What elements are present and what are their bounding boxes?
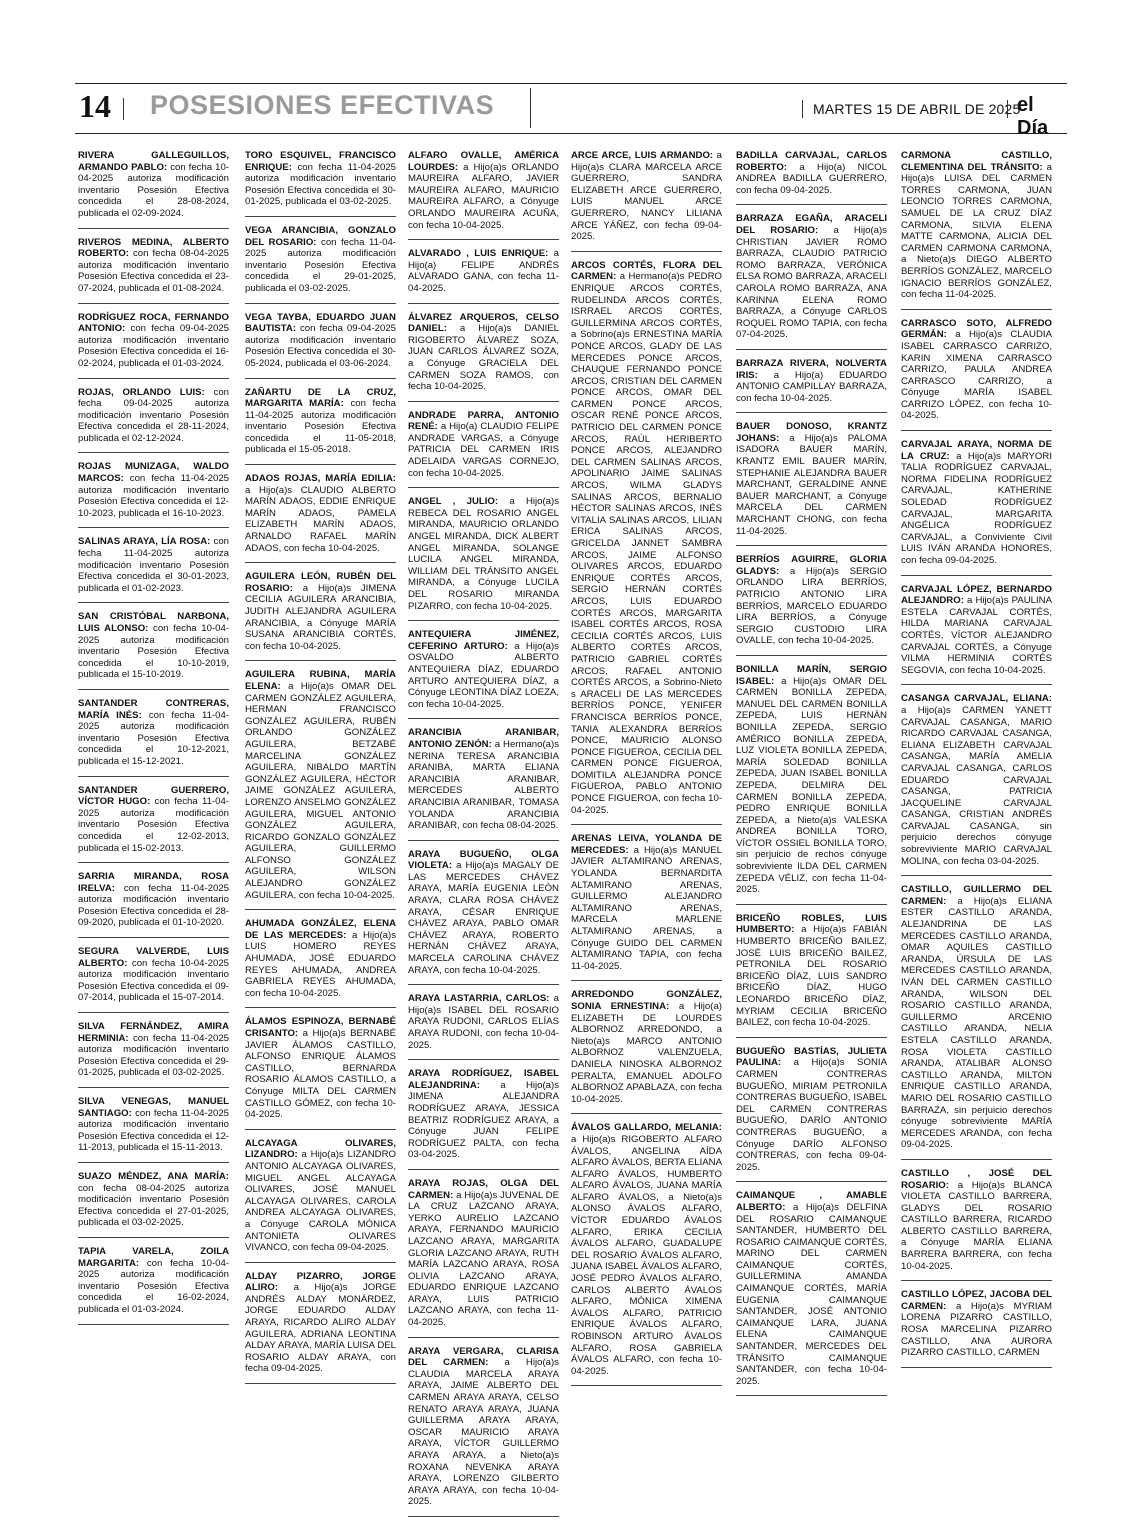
notice-entry [408,248,559,303]
page-header [75,88,1067,139]
notice-entry [408,410,559,489]
notice-text: con fecha 08-04-2025 autoriza modificación inventario Posesión Efectiva concedida el 23-07-2024, publicada el 01-08-2024. [78,248,229,294]
section-title: POSESIONES EFECTIVAS [150,90,495,120]
deceased-name: CAIMANQUE , AMABLE ALBERTO: [736,1190,887,1213]
notice-entry [408,629,559,719]
column-5 [736,150,887,1520]
notice-entry [408,150,559,240]
notice-text: a Hijo(a)s OMAR DEL CARMEN BONILLA ZEPEDA, MANUEL DEL CARMEN BONILLA ZEPEDA, LUIS HERNÁN BONILLA ZEPEDA, SERGIO AMÉRICO BONILLA ZEPEDA, LUZ VIOLETA BONILLA ZEPEDA, MARÍA SOLEDAD BONILLA ZEPEDA, JUAN ISABEL BONILLA ZEPEDA, DELMIRA DEL CARMEN BONILLA ZEPEDA, PEDRO ENRIQUE BONILLA ZEPEDA, a Nieto(a)s VALESKA ANDREA BONILLA TORO, VÍCTOR OSSIEL BONILLA TORO, sin perjuicio de rechos cónyuge sobreviviente ILDA DEL CARMEN ZEPEDA VÉLIZ, con fecha 11-04-2025. [736,675,887,896]
notice-entry [245,918,396,1008]
deceased-name: CASANGA CARVAJAL, ELIANA: [901,693,1052,705]
notice-text: con fecha 11-04-2025 autoriza modificación inventario Posesión Efectiva concedida el 30-01-2025, publicada el 03-02-2025. [245,161,396,208]
notice-entry [408,993,559,1060]
notice-text: con fecha 10-04-2025 autoriza modificación inventario Posesión Efectiva concedida el 09-07-2014, publicada el 15-07-2014. [78,957,229,1004]
notice-text: a Hijo(a)s CLAUDIA ISABEL CARRASCO CARRIZO, KARIN XIMENA CARRASCO CARRIZO, PAULA ANDREA CARRASCO CARRIZO, a Cónyuge MARÍA ISABEL CARRIZO LÓPEZ, con fecha 10-04-2025. [901,329,1052,422]
deceased-name: ALDAY PIZARRO, JORGE ALIRO: [245,1270,396,1294]
deceased-name: ALCAYAGA OLIVARES, LIZANDRO: [245,1137,396,1161]
deceased-name: ARAYA ROJAS, OLGA DEL CARMEN: [408,1177,559,1201]
notice-entry [408,496,559,621]
notice-entry [901,884,1052,1160]
deceased-name: ROJAS MUNIZAGA, WALDO MARCOS: [78,461,229,485]
notice-entry [245,1016,396,1129]
notice-entry [408,727,559,840]
notice-text: con fecha 09-04-2025 autoriza modificación inventario Posesión Efectiva concedida el 28-11-2024, publicada el 02-12-2024. [78,386,229,444]
deceased-name: BAUER DONOSO, KRANTZ JOHANS: [736,421,887,444]
notice-text: a Hijo(a)s DELFINA DEL ROSARIO CAIMANQUE SANTANDER, HUMBERTO DEL ROSARIO CAIMANQUE CORTÉS, MARINO DEL CARMEN CAIMANQUE CORTÉS, GUILLERMINA AMANDA CAIMANQUE CORTÉS, MARÍA EUGENIA CAIMANQUE SANTANDER, JOSÉ ANTONIO CAIMANQUE LARA, JUANA ELENA CAIMANQUE SANTANDER, MERCEDES DEL TRÁNSITO CAIMANQUE SANTANDER, con fecha 10-04-2025. [736,1201,887,1387]
deceased-name: SUAZO MÉNDEZ, ANA MARÍA: [78,1170,229,1182]
deceased-name: CARRASCO SOTO, ALFREDO GERMÁN: [901,317,1052,341]
notice-entry [901,1168,1052,1281]
notice-entry [736,664,887,905]
notice-entry [245,150,396,217]
notice-text: con fecha 09-04-2025 autoriza modificación inventario Posesión Efectiva concedida el 16-02-2024, publicada el 01-03-2024. [78,323,229,369]
notice-text: con fecha 10-04-2025 autoriza modificación inventario Posesión Efectiva concedida el 28-08-2024, publicada el 02-09-2024. [78,161,229,219]
notice-text: con fecha 11-04-2025 autoriza modificación inventario Posesión Efectiva concedida el 30-01-2023, publicada el 01-02-2023. [78,536,229,594]
notice-text: a Hijo(a)s JIMENA ALEJANDRA RODRÍGUEZ ARAYA, JESSICA BEATRIZ RODRÍGUEZ ARAYA, a Cónyuge JUAN FELIPE RODRÍGUEZ PALTA, con fecha 03-04-2025. [408,1079,559,1161]
deceased-name: SILVA FERNÁNDEZ, AMIRA HERMINIA: [78,1021,229,1044]
notice-text: con fecha 11-04-2025 autoriza modificación inventario Posesión Efectiva concedida el 12-10-2023, publicada el 16-10-2023. [78,473,229,519]
notice-text: a Hijo(a) CLAUDIO FELIPE ANDRADE VARGAS, a Cónyuge PATRICIA DEL CARMEN IRIS ADELAIDA VARGAS CORNEJO, con fecha 10-04-2025. [408,421,559,479]
notice-entry [408,1068,559,1170]
deceased-name: SEGURA VALVERDE, LUIS ALBERTO: [78,946,229,969]
notice-entry [571,150,722,252]
deceased-name: ANDRADE PARRA, ANTONIO RENÉ: [408,409,559,433]
notice-text: a Hijo(a) ELIZABETH DE LOURDES ALBORNOZ ARREDONDO, a Nieto(a)s MARCO ANTONIO ALBORNOZ VALENZUELA, DANIELA NINOSKA ALBORNOZ PERALTA, EMANUEL ADOLFO ALBORNOZ APABLAZA, con fecha 10-04-2025. [571,1000,722,1105]
notice-entry [901,439,1052,576]
notice-entry [245,225,396,304]
deceased-name: ARAYA VERGARA, CLARISA DEL CARMEN: [408,1345,559,1369]
deceased-name: ZAÑARTU DE LA CRUZ, MARGARITA MARÍA: [245,386,396,410]
notice-entry [78,461,229,528]
notice-text: a Hijo(a)s ELIANA ESTER CASTILLO ARANDA, ALEJANDRINA DE LAS MERCEDES CASTILLO ARANDA, OMAR AQUILES CASTILLO ARANDA, ÚRSULA DE LAS MERCEDES CASTILLO ARANDA, IVÁN DEL CARMEN CASTILLO ARANDA, WILSON DEL ROSARIO CASTILLO ARANDA, GUILLERMO ARCENIO CASTILLO ARANDA, NELIA ESTELA CASTILLO ARANDA, ROSA VIOLETA CASTILLO ARANDA, ATALIBAR ALONSO CASTILLO ARANDA, MILTON ENRIQUE CASTILLO ARANDA, MARIO DEL ROSARIO CASTILLO BARRAZA, sin perjuicio derechos cónyuge sobreviviente MARÍA MERCEDES ARANDA, con fecha 09-04-2025. [901,895,1052,1151]
column-6 [901,150,1052,1520]
column-3 [408,150,559,1520]
deceased-name: ARAYA LASTARRIA, CARLOS: [408,993,550,1005]
notice-text: a Hijo(a)s OMAR DEL CARMEN GONZÁLEZ AGUILERA, HERMAN FRANCISCO GONZÁLEZ AGUILERA, RUBÉN ORLANDO GONZÁLEZ AGUILERA, BETZABÉ MARCELINA GONZÁLEZ AGUILERA, NIBALDO MARTÍN GONZÁLEZ AGUILERA, HÉCTOR JAIME GONZÁLEZ AGUILERA, LORENZO ANSELMO GONZÁLEZ AGUILERA, MIGUEL ANTONIO GONZÁLEZ AGUILERA, RICARDO GONZALO GONZÁLEZ AGUILERA, GUILLERMO ALFONSO GONZÁLEZ AGUILERA, WILSON ALEJANDRO GONZÁLEZ AGUILERA, con fecha 10-04-2025. [245,680,396,901]
notice-entry [571,833,722,981]
deceased-name: BERRÍOS AGUIRRE, GLORIA GLADYS: [736,554,887,577]
notice-text: a Hijo(a)s SERGIO ORLANDO LIRA BERRÍOS, PATRICIO ANTONIO LIRA BERRÍOS, MARCELO EDUARDO LIRA BERRÍOS, a Cónyuge SERGIO CUSTODIO LIRA OVALLE, con fecha 10-04-2025. [736,565,887,647]
deceased-name: RIVERA GALLEGUILLOS, ARMANDO PABLO: [78,150,229,173]
notice-text: a Hijo(a)s PAULINA ESTELA CARVAJAL CORTÉS, HILDA MARIANA CARVAJAL CORTÉS, VÍCTOR ALEJANDRO CARVAJAL CORTÉS, a Cónyuge VILMA HERMINIA CORTÉS SEGOVIA, con fecha 10-04-2025. [901,595,1052,676]
column-4 [571,150,722,1520]
deceased-name: ARANCIBIA ARANIBAR, ANTONIO ZENÓN: [408,727,559,750]
deceased-name: BONILLA MARÍN, SERGIO ISABEL: [736,663,887,687]
notice-text: a Hijo(a)s ISABEL DEL ROSARIO ARAYA RUDONI, CARLOS ELÍAS ARAYA RUDONI, con fecha 10-04-2025. [408,993,559,1051]
deceased-name: AHUMADA GONZÁLEZ, ELENA DE LAS MERCEDES: [245,918,396,941]
notice-text: con fecha 11-04-2025 autoriza modificación inventario Posesión Efectiva concedida el 12-02-2013, publicada el 15-02-2013. [78,796,229,854]
notice-entry [736,1046,887,1183]
notice-entry [245,669,396,910]
deceased-name: ALVARADO , LUIS ENRIQUE: [408,248,549,260]
deceased-name: ARCE ARCE, LUIS ARMANDO: [571,150,714,161]
notice-text: a Hijo(a)s JORGE ANDRÉS ALDAY MONÁRDEZ, JORGE EDUARDO ALDAY ARAYA, RICARDO ALIRO ALDAY AGUILERA, ADRIANA LEONTINA ALDAY ARAYA, MARÍA LUISA DEL ROSARIO ALDAY ARAYA, con fecha 09-04-2025. [245,1282,396,1375]
notice-entry [901,150,1052,310]
notice-entry [408,312,559,402]
notice-text: a Hijo(a)s CLAUDIA MARCELA ARAYA ARAYA, JAIME ALBERTO DEL CARMEN ARAYA ARAYA, CELSO RENATO ARAYA ARAYA, JUANA GUILLERMA ARAYA ARAYA, OSCAR MAURICIO ARAYA ARAYA, VÍCTOR GUILLERMO ARAYA ARAYA, a Nieto(a)s ROXANA NEVENKA ARAYA ARAYA, LORENZO GILBERTO ARAYA ARAYA, con fecha 10-04-2025. [408,1357,559,1508]
deceased-name: ARAYA BUGUEÑO, OLGA VIOLETA: [408,848,559,872]
notice-text: a Hijo(a)s ORLANDO MAUREIRA ALFARO, JAVIER MAUREIRA ALFARO, MAURICIO MAUREIRA ALFARO, a Cónyuge ORLANDO MAUREIRA ACUÑA, con fecha 10-04-2025. [408,161,559,231]
notice-entry [736,421,887,546]
deceased-name: BRICEÑO ROBLES, LUIS HUMBERTO: [736,912,887,936]
notice-entry [245,387,396,466]
deceased-name: ROJAS, ORLANDO LUIS: [78,386,205,398]
notice-text: a Hermano(a)s NERINA TERESA ARANCIBIA ARANIBA, MARTA ELIANA ARANCIBIA ARANIBAR, MERCEDES ALBERTO ARANCIBIA ARANIBAR, TOMASA YOLANDA ARANCIBIA ARANIBAR, con fecha 08-04-2025. [408,738,559,832]
deceased-name: SARRIA MIRANDA, ROSA IRELVA: [78,871,229,894]
deceased-name: RIVEROS MEDINA, ALBERTO ROBERTO: [78,236,229,260]
notice-text: con fecha 11-04-2025 autoriza modificación inventario Posesión Efectiva concedida el 28-09-2020, publicada el 01-10-2020. [78,882,229,929]
deceased-name: ÁLAMOS ESPINOZA, BERNABÉ CRISANTO: [245,1016,396,1039]
deceased-name: TAPIA VARELA, ZOILA MARGARITA: [78,1245,229,1269]
notice-text: a Hijo(a)s LUISA DEL CARMEN TORRES CARMONA, JUAN LEONCIO TORRES CARMONA, SAMUEL DE LA CRUZ DÍAZ CARMONA, SILVIA ELENA MATTE CARMONA, ALICIA DEL CARMEN CARMONA CARMONA, a Nieto(a)s DIEGO ALBERTO BERRÍOS GONZÁLEZ, MARCELO IGNACIO BERRÍOS GONZÁLEZ, con fecha 11-04-2025. [901,161,1052,301]
deceased-name: TORO ESQUIVEL, FRANCISCO ENRIQUE: [245,150,396,173]
notice-text: a Hijo(a)s SONIA CARMEN CONTRERAS BUGUEÑO, MIRIAM PETRONILA CONTRERAS BUGUEÑO, ISABEL DEL CARMEN CONTRERAS BUGUEÑO, DARÍO ANTONIO CONTRERAS BUGUEÑO, a Cónyuge DARÍO ALFONSO CONTRERAS, con fecha 09-04-2025. [736,1057,887,1173]
notice-text: a Hijo(a)s OSVALDO ALBERTO ANTEQUIERA DÍAZ, EDUARDO ARTURO ANTEQUIERA DÍAZ, a Cónyuge LEONTINA DÍAZ LOEZA, con fecha 10-04-2025. [408,640,559,710]
notice-text: a Hijo(a)s FABIÁN HUMBERTO BRICEÑO BAILEZ, JOSÉ LUIS BRICEÑO BAILEZ, PETRONILA DEL ROSARIO BRICEÑO DÍAZ, LUIS SANDRO BRICEÑO DÍAZ, HUGO LEONARDO BRICEÑO DÍAZ, MYRIAM CECILIA BRICEÑO BAILEZ, con fecha 10-04-2025. [736,924,887,1029]
deceased-name: ÁLVAREZ ARQUEROS, CELSO DANIEL: [408,311,559,335]
deceased-name: ARREDONDO GONZÁLEZ, SONIA ERNESTINA: [571,989,722,1012]
notice-text: a Hijo(a)s MYRIAM LORENA PIZARRO CASTILLO, ROSA MARCELINA PIZARRO CASTILLO, ANA AURORA PIZARRO CASTILLO, CARMEN [901,1300,1052,1359]
deceased-name: SANTANDER GUERRERO, VÍCTOR HUGO: [78,784,229,808]
deceased-name: BADILLA CARVAJAL, CARLOS ROBERTO: [736,150,887,173]
notice-text: con fecha 11-04-2025 autoriza modificación inventario Posesión Efectiva concedida el 10-12-2021, publicada el 15-12-2021. [78,709,229,767]
notice-entry [78,1021,229,1088]
notice-entry [78,536,229,603]
notice-text: con fecha 11-04-2025 autoriza modificación inventario Posesión Efectiva concedida el 29-01-2025, publicada el 03-02-2025. [245,236,396,294]
notice-entry [901,1289,1052,1368]
notice-text: a Hijo(a)s CLARA MARCELA ARCE GUERRERO, SANDRA ELIZABETH ARCE GUERRERO, LUIS MANUEL ARCE GUERRERO, NANCY LILIANA ARCE YÁÑEZ, con fecha 09-04-2025. [571,150,722,243]
deceased-name: SAN CRISTÓBAL NARBONA, LUIS ALONSO: [78,611,229,634]
notice-entry [78,237,229,304]
notice-entry [245,312,396,379]
notice-entry [78,150,229,229]
notice-entry [736,913,887,1038]
notice-entry [901,584,1052,686]
notice-entry [408,1346,559,1517]
column-2 [245,150,396,1520]
deceased-name: ADAOS ROJAS, MARÍA EDILIA: [245,473,396,485]
deceased-name: ARAYA RODRÍGUEZ, ISABEL ALEJANDRINA: [408,1068,559,1091]
notice-entry [78,1171,229,1238]
notice-text: con fecha 10-04-2025 autoriza modificación inventario Posesión Efectiva concedida el 10-10-2019, publicada el 15-10-2019. [78,623,229,681]
notice-text: a Hijo(a)s CHRISTIAN JAVIER ROMO BARRAZA, CLAUDIO PATRICIO ROMO BARRAZA, VERÓNICA ELSA ROMO BARRAZA, ARACELI CAROLA ROMO BARRAZA, ANA KARINNA ELENA ROMO BARRAZA, a Cónyuge CARLOS ROQUEL ROMO TAPIA, con fecha 07-04-2025. [736,224,887,341]
deceased-name: VEGA ARANCIBIA, GONZALO DEL ROSARIO: [245,224,396,248]
notice-text: a Hijo(a)s MANUEL JAVIER ALTAMIRANO ARENAS, YOLANDA BERNARDITA ALTAMIRANO ARENAS, GUILLERMO ALEJANDRO ALTAMIRANO ARENAS, MARCELA MARLENE ALTAMIRANO ARENAS, a Cónyuge GUIDO DEL CARMEN ALTAMIRANO TAPIA, con fecha 11-04-2025. [571,844,722,972]
notice-entry [78,871,229,938]
notice-entry [78,698,229,777]
deceased-name: ALFARO OVALLE, AMÉRICA LOURDES: [408,150,559,173]
notice-text: con fecha 08-04-2025 autoriza modificación inventario Posesión Efectiva concedida el 27-01-2025, publicada el 03-02-2025. [78,1182,229,1229]
notice-entry [571,989,722,1114]
notice-entry [245,571,396,661]
notice-entry [78,387,229,454]
notice-entry [901,693,1052,876]
deceased-name: ARCOS CORTÉS, FLORA DEL CARMEN: [571,259,722,283]
notice-columns [78,150,1068,1520]
notice-text: a Hijo(a)s CARMEN YANETT CARVAJAL CASANGA, MARIO RICARDO CARVAJAL CASANGA, ELIANA ELIZABETH CARVAJAL CASANGA, MARÍA AMELIA CARVAJAL CASANGA, CARLOS EDUARDO CARVAJAL CASANGA, PATRICIA JACQUELINE CARVAJAL CASANGA, CRISTIAN ANDRÉS CARVAJAL CASANGA, sin perjuicio derechos cónyuge sobreviviente MARIO CARVAJAL MOLINA, con fecha 03-04-2025. [901,704,1052,867]
notice-entry [245,1271,396,1384]
notice-text: a Hijo(a)s JIMENA CECILIA AGUILERA ARANCIBIA, JUDITH ALEJANDRA AGUILERA ARANCIBIA, a Cónyuge MARÍA SUSANA ARANCIBIA CORTÉS, con fecha 10-04-2025. [245,582,396,652]
notice-text: a Hijo(a) FELIPE ANDRÉS ALVARADO GANA, con fecha 11-04-2025. [408,248,559,294]
deceased-name: AGUILERA RUBINA, MARÍA ELENA: [245,669,396,692]
deceased-name: ARENAS LEIVA, YOLANDA DE MERCEDES: [571,833,722,856]
notice-entry [78,946,229,1013]
notice-entry [736,554,887,656]
deceased-name: BARRAZA EGAÑA, ARACELI DEL ROSARIO: [736,213,887,236]
header-divider [802,100,803,118]
deceased-name: BUGUEÑO BASTÍAS, JULIETA PAULINA: [736,1045,887,1069]
notice-text: con fecha 11-04-2025 autoriza modificación inventario Posesión Efectiva concedida el 12-11-2013, publicada el 15-11-2013. [78,1107,229,1154]
notice-entry [78,1096,229,1163]
notice-text: a Hijo(a)s REBECA DEL ROSARIO ANGEL MIRANDA, MAURICIO ORLANDO ANGEL MIRANDA, DICK ALBERT ANGEL MIRANDA, SOLANGE LUCILA ANGEL MIRANDA, WILLIAM DEL TRÁNSITO ANGEL MIRANDA, a Cónyuge LUCILA DEL ROSARIO MIRANDA PIZARRO, con fecha 10-04-2025. [408,496,559,612]
deceased-name: ANTEQUIERA JIMÉNEZ, CEFERINO ARTURO: [408,629,559,652]
notice-text: a Hijo(a)s DANIEL RIGOBERTO ÁLVAREZ SOZA, JUAN CARLOS ÁLVAREZ SOZA, a Cónyuge GRACIELA DEL CARMEN SOZA RAMOS, con fecha 10-04-2025. [408,323,559,393]
column-1 [78,150,229,1520]
notice-text: a Hijo(a)s CLAUDIO ALBERTO MARÍN ADAOS, EDDIE ENRIQUE MARÍN ADAOS, PAMELA ELIZABETH MARÍN ADAOS, ARNALDO RAFAEL MARÍN ADAOS, con fecha 10-04-2025. [245,484,396,554]
notice-text: con fecha 11-04-2025 autoriza modificación inventario Posesión Efectiva concedida el 29-01-2025, publicada el 03-02-2025. [78,1032,229,1079]
notice-text: a Hijo(a)s LUIS HOMERO REYES AHUMADA, JOSÉ EDUARDO REYES AHUMADA, ANDREA GABRIELA REYES AHUMADA, con fecha 10-04-2025. [245,929,396,999]
notice-entry [736,213,887,350]
deceased-name: CARMONA CASTILLO, CLEMENTINA DEL TRÁNSITO: [901,150,1052,173]
notice-text: a Hijo(a) NICOL ANDREA BADILLA GUERRERO, con fecha 09-04-2025. [736,161,887,196]
notice-entry [78,1246,229,1325]
notice-entry [571,1122,722,1386]
notice-text: a Hijo(a)s PALOMA ISADORA BAUER MARÍN, KRANTZ EMIL BAUER MARÍN, STEPHANIE ALEJANDRA BAUER MARCHANT, GERALDINE ANNE BAUER MARCHANT, a Cónyuge MARCELA DEL CARMEN MARCHANT CHONG, con fecha 11-04-2025. [736,432,887,537]
deceased-name: CASTILLO, GUILLERMO DEL CARMEN: [901,884,1052,907]
deceased-name: CARVAJAL ARAYA, NORMA DE LA CRUZ: [901,439,1052,462]
notice-entry [408,1178,559,1338]
header-divider [123,98,124,120]
issue-date: MARTES 15 DE ABRIL DE 2025 [813,101,1021,117]
deceased-name: SANTANDER CONTRERAS, MARÍA INÉS: [78,697,229,721]
notice-text: a Hermano(a)s PEDRO ENRIQUE ARCOS CORTÉS, RUDELINDA ARCOS CORTÉS, ISRRAEL ARCOS CORTÉS, GUILLERMINA ARCOS CORTÉS, a Sobrino(a)s ERNESTINA MARÍA PONCE ARCOS, GLADY DE LAS MERCEDES PONCE ARCOS, CHAUQUE FERNANDO PONCE ARCOS, CRISTIAN DEL CARMEN PONCE ARCOS, OMAR DEL CARMEN PONCE ARCOS, OSCAR RENÉ PONCE ARCOS, PATRICIO DEL CARMEN PONCE ARCOS, RAÚL HERIBERTO PONCE ARCOS, ALEJANDRO DEL CARMEN SALINAS ARCOS, APOLINARIO JAIME SALINAS ARCOS, WILMA GLADYS SALINAS ARCOS, BERNALIO HÉCTOR SALINAS ARCOS, INÉS VITALIA SALINAS ARCOS, LILIAN ERICA SALINAS ARCOS, GRICELDA JANNET SAMBRA ARCOS, JAIME ALFONSO OLIVARES ARCOS, EDUARDO ENRIQUE CORTÉS ARCOS, SERGIO HERNÁN CORTÉS ARCOS, LUIS EDUARDO CORTÉS ARCOS, MARGARITA ISABEL CORTÉS ARCOS, ROSA CECILIA CORTÉS ARCOS, LUIS ALBERTO CORTÉS ARCOS, PATRICIO GABRIEL CORTÉS ARCOS, RAFAEL ANTONIO CORTÉS ARCOS, a Sobrino-Nieto s ARACELI DE LAS MERCEDES BERRÍOS PONCE, YENIFER FRANCISCA BERRÍOS PONCE, TANIA ALEXANDRA BERRÍOS PONCE, MAURICIO ALONSO PONCE FIGUEROA, CECILIA DEL CARMEN PONCE FIGUEROA, DOMITILA ALEJANDRA PONCE FIGUEROA, PABLO ANTONIO PONCE FIGUEROA, con fecha 10-04-2025. [571,271,722,816]
notice-text: a Hijo(a)s RIGOBERTO ALFARO ÁVALOS, ANGELINA AÍDA ALFARO ÁVALOS, BERTA ELIANA ALFARO ÁVALOS, HUMBERTO ALFARO ÁVALOS, JUANA MARÍA ALFARO ÁVALOS, a Nieto(a)s ALONSO ÁVALOS ALFARO, VÍCTOR EDUARDO ÁVALOS ALFARO, ERIKA CECILIA ÁVALOS ALFARO, GUADALUPE DEL ROSARIO ÁVALOS ALFARO, JUANA ISABEL ÁVALOS ALFARO, JOSÉ PEDRO ÁVALOS ALFARO, CARLOS ALBERTO ÁVALOS ALFARO, MÓNICA XIMENA ÁVALOS ALFARO, PATRICIO ENRIQUE ÁVALOS ALFARO, ROBINSON ARTURO ÁVALOS ALFARO, ROSA GABRIELA ÁVALOS ALFARO, con fecha 10-04-2025. [571,1133,722,1377]
notice-entry [408,849,559,986]
header-rule [75,133,1067,134]
notice-text: a Hijo(a)s MAGALY DE LAS MERCEDES CHÁVEZ ARAYA, MARÍA EUGENIA LEÓN ARAYA, CLARA ROSA CHÁVEZ ARAYA, CÉSAR ENRIQUE CHÁVEZ ARAYA, PABLO OMAR CHÁVEZ ARAYA, ROBERTO HERNÁN CHÁVEZ ARAYA, MARCELA CAROLINA CHÁVEZ ARAYA, con fecha 10-04-2025. [408,860,559,976]
notice-text: a Hijo(a)s MARYORI TALIA RODRÍGUEZ CARVAJAL, NORMA FIDELINA RODRÍGUEZ CARVAJAL, KATHERINE SOLEDAD RODRÍGUEZ CARVAJAL, MARGARITA ANGÉLICA RODRÍGUEZ CARVAJAL, a Conviviente Civil LUIS IVÁN ARANDA HONORES, con fecha 09-04-2025. [901,450,1052,566]
deceased-name: ÁVALOS GALLARDO, MELANIA: [571,1122,722,1134]
notice-text: a Hijo(a)s JUVENAL DE LA CRUZ LAZCANO ARAYA, YERKO AURELIO LAZCANO ARAYA, FERNANDO MAURICIO LAZCANO ARAYA, MARGARITA GLORIA LAZCANO ARAYA, RUTH MARÍA LAZCANO ARAYA, ROSA OLIVIA LAZCANO ARAYA, EDUARDO ENRIQUE LAZCANO ARAYA, LUIS PATRICIO LAZCANO ARAYA, con fecha 11-04-2025. [408,1189,559,1329]
notice-entry [736,358,887,413]
notice-entry [245,1138,396,1263]
notice-entry [245,473,396,563]
deceased-name: VEGA TAYBA, EDUARDO JUAN BAUTISTA: [245,311,396,335]
brand-logo: el Día [1017,94,1049,139]
notice-entry [736,1190,887,1396]
deceased-name: SILVA VENEGAS, MANUEL SANTIAGO: [78,1096,229,1119]
notice-text: a Hijo(a)s LIZANDRO ANTONIO ALCAYAGA OLIVARES, MIGUEL ANGEL ALCAYAGA OLIVARES, JOSÉ MANUEL ALCAYAGA OLIVARES, CAROLA ANDREA ALCAYAGA OLIVARES, a Cónyuge CAROLA MÓNICA ANTONIETA OLIVARES VIVANCO, con fecha 09-04-2025. [245,1149,396,1254]
deceased-name: CASTILLO , JOSÉ DEL ROSARIO: [901,1167,1052,1191]
header-divider [530,88,531,128]
notice-entry [78,312,229,379]
header-divider [1007,100,1008,118]
deceased-name: SALINAS ARAYA, LÍA ROSA: [78,536,211,548]
notice-entry [78,611,229,690]
notice-text: con fecha 11-04-2025 autoriza modificación inventario Posesión Efectiva concedida el 11-05-2018, publicada el 15-05-2018. [245,398,396,456]
notice-entry [571,260,722,826]
notice-entry [901,318,1052,431]
notice-text: con fecha 09-04-2025 autoriza modificación inventario Posesión Efectiva concedida el 30-05-2024, publicada el 03-06-2024. [245,323,396,369]
page-number: 14 [79,88,111,124]
notice-text: a Hijo(a)s BLANCA VIOLETA CASTILLO BARRERA, GLADYS DEL ROSARIO CASTILLO BARRERA, RICARDO ALBERTO CASTILLO BARRERA, a Cónyuge MARÍA ELIANA BARRERA BARRERA, con fecha 10-04-2025. [901,1179,1052,1272]
notice-entry [78,785,229,864]
deceased-name: CARVAJAL LÓPEZ, BERNARDO ALEJANDRO: [901,583,1052,607]
notice-entry [736,150,887,205]
deceased-name: CASTILLO LÓPEZ, JACOBA DEL CARMEN: [901,1289,1052,1312]
deceased-name: BARRAZA RIVERA, NOLVERTA IRIS: [736,357,887,381]
notice-text: a Hijo(a)s BERNABÉ JAVIER ÁLAMOS CASTILLO, ALFONSO ENRIQUE ÁLAMOS CASTILLO, BERNARDA ROSARIO ÁLAMOS CASTILLO, a Cónyuge MILTA DEL CARMEN CASTILLO GÓMEZ, con fecha 10-04-2025. [245,1028,396,1121]
top-rule [75,83,1067,84]
notice-text: a Hijo(a) EDUARDO ANTONIO CAMPILLAY BARRAZA, con fecha 10-04-2025. [736,369,887,404]
notice-text: con fecha 10-04-2025 autoriza modificación inventario Posesión Efectiva concedida el 16-02-2024, publicada el 01-03-2024. [78,1257,229,1315]
deceased-name: AGUILERA LEÓN, RUBÉN DEL ROSARIO: [245,571,396,594]
deceased-name: RODRÍGUEZ ROCA, FERNANDO ANTONIO: [78,311,229,335]
deceased-name: ANGEL , JULIO: [408,496,499,508]
